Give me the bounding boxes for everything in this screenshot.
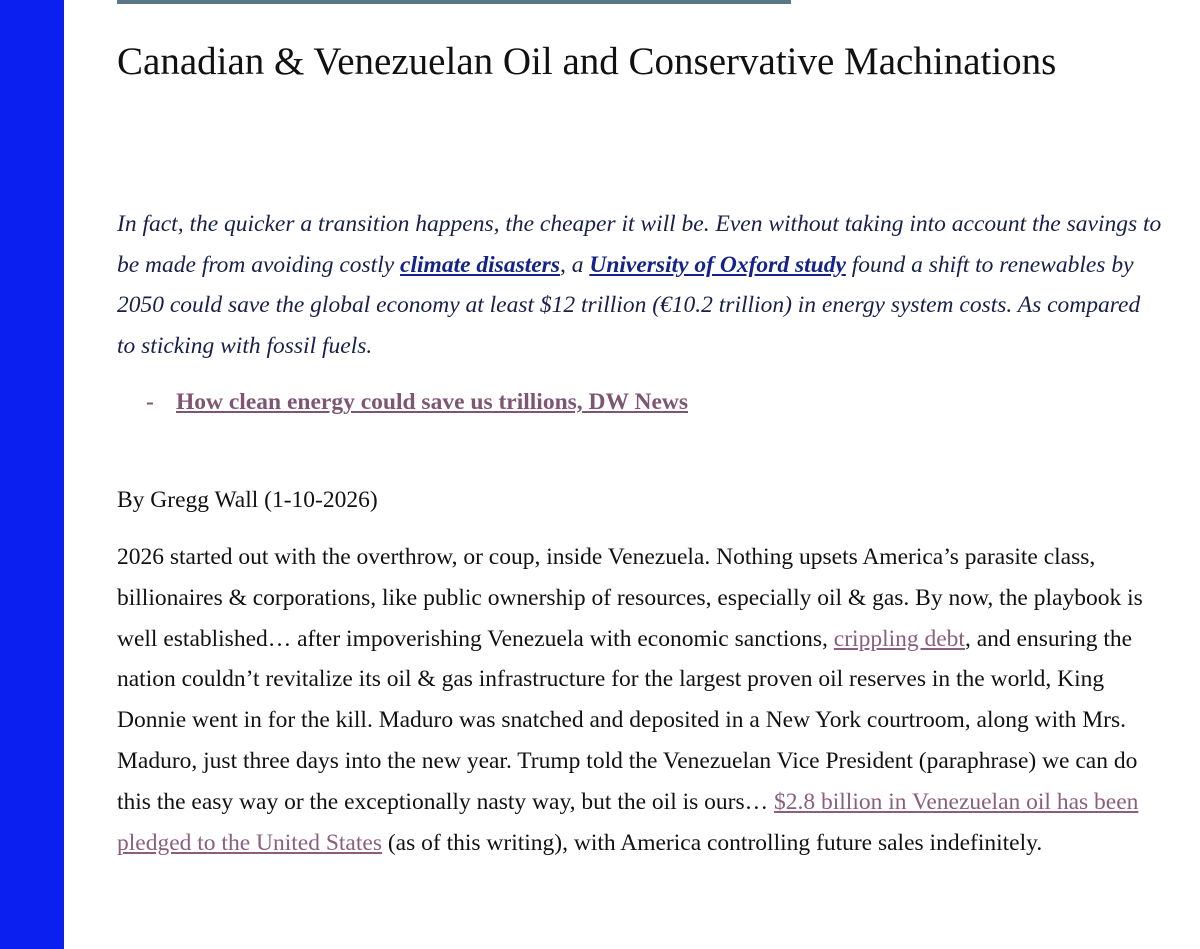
article-title: Canadian & Venezuelan Oil and Conservative Machinations	[117, 40, 1057, 83]
climate-disasters-link[interactable]: climate disasters	[400, 251, 560, 278]
dw-news-source-link[interactable]: How clean energy could save us trillions, DW News	[176, 389, 688, 415]
oxford-study-link[interactable]: University of Oxford study	[589, 251, 846, 278]
top-divider	[117, 0, 791, 4]
body-text: (as of this writing), with America controlling future sales indefinitely.	[381, 829, 1043, 856]
venezuelan-oil-pledge-link[interactable]: $2.8 billion in Venezuelan oil has been pledged to the United States	[117, 788, 1139, 856]
body-text: 2026 started out with the overthrow, or coup, inside Venezuela. Nothing upsets America’s parasite class, billionaires & corporations, like public ownership of resources, especially oil & gas. By now, the playbook is well established… after impoverishing Venezuela with economic sanctions,	[117, 544, 1143, 652]
quote-text: In fact, the quicker a transition happens, the cheaper it will be. Even without taking into account the savings to be made from avoiding costly	[117, 211, 1162, 278]
quote-source	[146, 384, 688, 420]
pull-quote	[117, 204, 1162, 366]
body-text: , and ensuring the nation couldn’t revitalize its oil & gas infrastructure for the largest proven oil reserves in the world, King Donnie went in for the kill. Maduro was snatched and deposited in a New York courtroom, along with Mrs. Maduro, just three days into the new year. Trump told the Venezuelan Vice President (paraphrase) we can do this the easy way or the exceptionally nasty way, but the oil is ours…	[117, 625, 1138, 815]
bullet-dash: -	[146, 389, 154, 415]
quote-text: found a shift to renewables by 2050 could save the global economy at least $12 trillion (€10.2 trillion) in energy system costs. As compared to sticking with fossil fuels.	[117, 251, 1141, 359]
body-paragraph	[117, 537, 1163, 863]
byline: By Gregg Wall (1-10-2026)	[117, 487, 378, 513]
quote-text: , a	[559, 251, 590, 278]
left-accent-bar	[0, 0, 64, 949]
crippling-debt-link[interactable]: crippling debt	[833, 625, 965, 652]
